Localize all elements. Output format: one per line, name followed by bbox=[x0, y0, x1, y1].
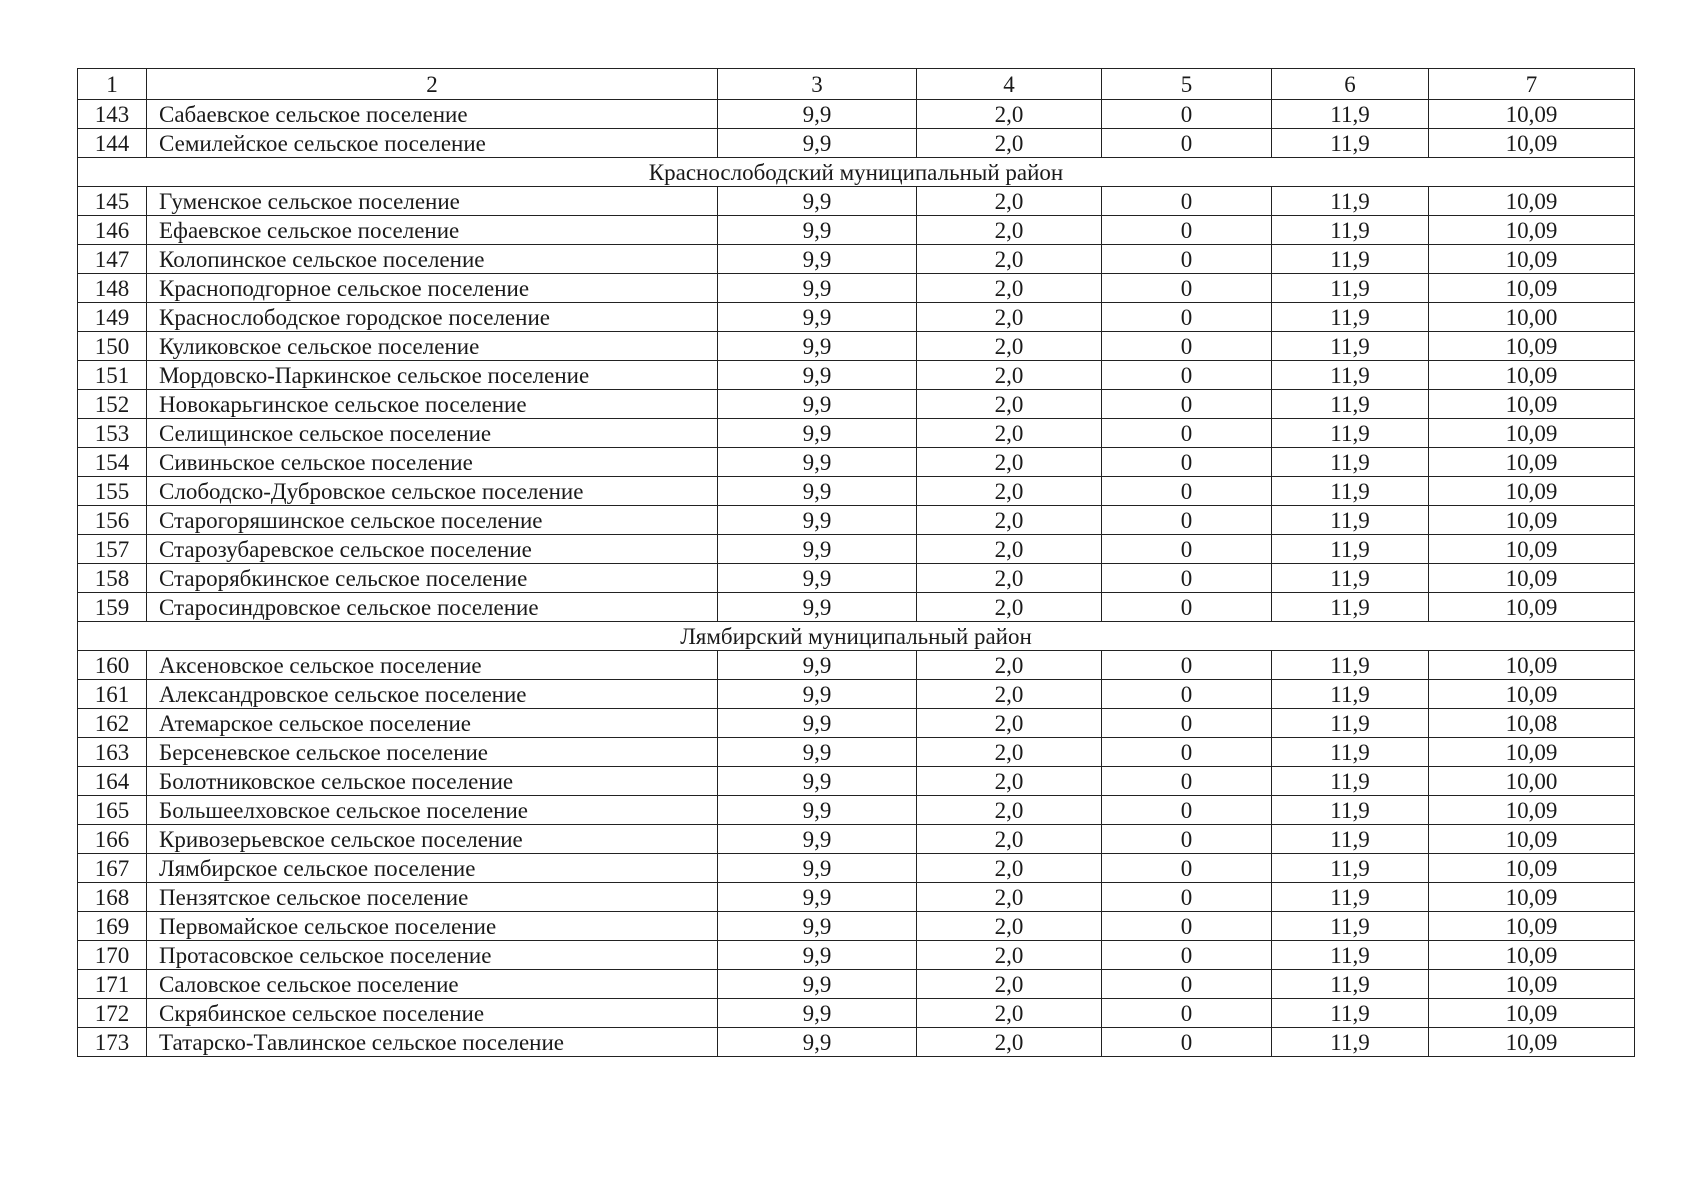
column-4-value-cell: 2,0 bbox=[917, 738, 1102, 767]
column-5-value-cell: 0 bbox=[1102, 767, 1272, 796]
column-5-value-cell: 0 bbox=[1102, 970, 1272, 999]
table-row bbox=[78, 680, 1635, 709]
column-5-value-cell: 0 bbox=[1102, 100, 1272, 129]
column-3-value-cell: 9,9 bbox=[718, 129, 917, 158]
column-4-value-cell: 2,0 bbox=[917, 593, 1102, 622]
settlement-name-cell: Старосиндровское сельское поселение bbox=[147, 593, 718, 622]
row-number-cell: 159 bbox=[78, 593, 147, 622]
column-5-value-cell: 0 bbox=[1102, 1028, 1272, 1057]
row-number-cell: 155 bbox=[78, 477, 147, 506]
table-row bbox=[78, 477, 1635, 506]
column-6-value-cell: 11,9 bbox=[1272, 419, 1429, 448]
row-number-cell: 146 bbox=[78, 216, 147, 245]
column-number-header: 1 bbox=[78, 69, 147, 100]
column-5-value-cell: 0 bbox=[1102, 448, 1272, 477]
row-number-cell: 143 bbox=[78, 100, 147, 129]
column-4-value-cell: 2,0 bbox=[917, 651, 1102, 680]
column-4-value-cell: 2,0 bbox=[917, 390, 1102, 419]
table-row bbox=[78, 767, 1635, 796]
column-3-value-cell: 9,9 bbox=[718, 593, 917, 622]
column-5-value-cell: 0 bbox=[1102, 419, 1272, 448]
column-3-value-cell: 9,9 bbox=[718, 216, 917, 245]
table-row bbox=[78, 245, 1635, 274]
column-4-value-cell: 2,0 bbox=[917, 941, 1102, 970]
column-6-value-cell: 11,9 bbox=[1272, 564, 1429, 593]
column-6-value-cell: 11,9 bbox=[1272, 593, 1429, 622]
table-row bbox=[78, 332, 1635, 361]
table-row bbox=[78, 506, 1635, 535]
column-6-value-cell: 11,9 bbox=[1272, 883, 1429, 912]
table-row bbox=[78, 709, 1635, 738]
column-4-value-cell: 2,0 bbox=[917, 506, 1102, 535]
column-6-value-cell: 11,9 bbox=[1272, 825, 1429, 854]
column-5-value-cell: 0 bbox=[1102, 129, 1272, 158]
column-6-value-cell: 11,9 bbox=[1272, 187, 1429, 216]
settlement-name-cell: Сивиньское сельское поселение bbox=[147, 448, 718, 477]
column-6-value-cell: 11,9 bbox=[1272, 1028, 1429, 1057]
column-3-value-cell: 9,9 bbox=[718, 680, 917, 709]
column-6-value-cell: 11,9 bbox=[1272, 216, 1429, 245]
column-7-value-cell: 10,09 bbox=[1429, 680, 1635, 709]
column-4-value-cell: 2,0 bbox=[917, 477, 1102, 506]
column-7-value-cell: 10,09 bbox=[1429, 970, 1635, 999]
column-4-value-cell: 2,0 bbox=[917, 216, 1102, 245]
column-7-value-cell: 10,09 bbox=[1429, 593, 1635, 622]
row-number-cell: 147 bbox=[78, 245, 147, 274]
column-number-header: 5 bbox=[1102, 69, 1272, 100]
row-number-cell: 151 bbox=[78, 361, 147, 390]
settlement-name-cell: Красноподгорное сельское поселение bbox=[147, 274, 718, 303]
settlement-name-cell: Селищинское сельское поселение bbox=[147, 419, 718, 448]
column-7-value-cell: 10,09 bbox=[1429, 651, 1635, 680]
column-6-value-cell: 11,9 bbox=[1272, 767, 1429, 796]
column-7-value-cell: 10,09 bbox=[1429, 1028, 1635, 1057]
column-3-value-cell: 9,9 bbox=[718, 506, 917, 535]
table-body bbox=[78, 69, 1635, 1057]
table-row bbox=[78, 129, 1635, 158]
table-row bbox=[78, 738, 1635, 767]
settlement-name-cell: Первомайское сельское поселение bbox=[147, 912, 718, 941]
row-number-cell: 156 bbox=[78, 506, 147, 535]
table-row bbox=[78, 796, 1635, 825]
column-7-value-cell: 10,09 bbox=[1429, 825, 1635, 854]
row-number-cell: 172 bbox=[78, 999, 147, 1028]
column-7-value-cell: 10,09 bbox=[1429, 941, 1635, 970]
column-7-value-cell: 10,09 bbox=[1429, 477, 1635, 506]
row-number-cell: 152 bbox=[78, 390, 147, 419]
column-6-value-cell: 11,9 bbox=[1272, 303, 1429, 332]
settlement-name-cell: Скрябинское сельское поселение bbox=[147, 999, 718, 1028]
column-3-value-cell: 9,9 bbox=[718, 941, 917, 970]
table-row bbox=[78, 100, 1635, 129]
row-number-cell: 168 bbox=[78, 883, 147, 912]
column-7-value-cell: 10,09 bbox=[1429, 129, 1635, 158]
row-number-cell: 173 bbox=[78, 1028, 147, 1057]
column-7-value-cell: 10,00 bbox=[1429, 767, 1635, 796]
column-3-value-cell: 9,9 bbox=[718, 999, 917, 1028]
column-7-value-cell: 10,09 bbox=[1429, 390, 1635, 419]
settlement-name-cell: Саловское сельское поселение bbox=[147, 970, 718, 999]
column-3-value-cell: 9,9 bbox=[718, 883, 917, 912]
settlement-name-cell: Старогоряшинское сельское поселение bbox=[147, 506, 718, 535]
column-5-value-cell: 0 bbox=[1102, 593, 1272, 622]
column-7-value-cell: 10,09 bbox=[1429, 999, 1635, 1028]
row-number-cell: 167 bbox=[78, 854, 147, 883]
column-7-value-cell: 10,09 bbox=[1429, 332, 1635, 361]
table-row bbox=[78, 274, 1635, 303]
settlement-name-cell: Пензятское сельское поселение bbox=[147, 883, 718, 912]
column-5-value-cell: 0 bbox=[1102, 506, 1272, 535]
column-6-value-cell: 11,9 bbox=[1272, 245, 1429, 274]
column-5-value-cell: 0 bbox=[1102, 245, 1272, 274]
column-6-value-cell: 11,9 bbox=[1272, 390, 1429, 419]
table-row bbox=[78, 999, 1635, 1028]
row-number-cell: 154 bbox=[78, 448, 147, 477]
column-3-value-cell: 9,9 bbox=[718, 564, 917, 593]
column-4-value-cell: 2,0 bbox=[917, 303, 1102, 332]
district-section-title: Краснослободский муниципальный район bbox=[78, 158, 1635, 187]
column-4-value-cell: 2,0 bbox=[917, 970, 1102, 999]
column-6-value-cell: 11,9 bbox=[1272, 854, 1429, 883]
column-4-value-cell: 2,0 bbox=[917, 999, 1102, 1028]
column-7-value-cell: 10,09 bbox=[1429, 796, 1635, 825]
column-5-value-cell: 0 bbox=[1102, 999, 1272, 1028]
column-6-value-cell: 11,9 bbox=[1272, 332, 1429, 361]
column-6-value-cell: 11,9 bbox=[1272, 100, 1429, 129]
column-6-value-cell: 11,9 bbox=[1272, 941, 1429, 970]
column-5-value-cell: 0 bbox=[1102, 216, 1272, 245]
column-5-value-cell: 0 bbox=[1102, 680, 1272, 709]
column-3-value-cell: 9,9 bbox=[718, 100, 917, 129]
table-row bbox=[78, 448, 1635, 477]
settlement-name-cell: Краснослободское городское поселение bbox=[147, 303, 718, 332]
table-row bbox=[78, 187, 1635, 216]
column-4-value-cell: 2,0 bbox=[917, 825, 1102, 854]
row-number-cell: 160 bbox=[78, 651, 147, 680]
document-sheet bbox=[77, 68, 1634, 1057]
column-4-value-cell: 2,0 bbox=[917, 535, 1102, 564]
column-3-value-cell: 9,9 bbox=[718, 825, 917, 854]
column-6-value-cell: 11,9 bbox=[1272, 448, 1429, 477]
settlement-name-cell: Берсеневское сельское поселение bbox=[147, 738, 718, 767]
settlement-name-cell: Ефаевское сельское поселение bbox=[147, 216, 718, 245]
row-number-cell: 169 bbox=[78, 912, 147, 941]
column-7-value-cell: 10,09 bbox=[1429, 854, 1635, 883]
settlement-name-cell: Сабаевское сельское поселение bbox=[147, 100, 718, 129]
row-number-cell: 153 bbox=[78, 419, 147, 448]
table-row bbox=[78, 970, 1635, 999]
column-6-value-cell: 11,9 bbox=[1272, 796, 1429, 825]
column-7-value-cell: 10,09 bbox=[1429, 216, 1635, 245]
column-5-value-cell: 0 bbox=[1102, 941, 1272, 970]
column-5-value-cell: 0 bbox=[1102, 912, 1272, 941]
column-7-value-cell: 10,09 bbox=[1429, 100, 1635, 129]
column-6-value-cell: 11,9 bbox=[1272, 680, 1429, 709]
column-6-value-cell: 11,9 bbox=[1272, 274, 1429, 303]
settlement-name-cell: Мордовско-Паркинское сельское поселение bbox=[147, 361, 718, 390]
column-4-value-cell: 2,0 bbox=[917, 361, 1102, 390]
table-row bbox=[78, 912, 1635, 941]
column-7-value-cell: 10,09 bbox=[1429, 419, 1635, 448]
table-row bbox=[78, 564, 1635, 593]
column-7-value-cell: 10,09 bbox=[1429, 361, 1635, 390]
column-7-value-cell: 10,09 bbox=[1429, 245, 1635, 274]
column-5-value-cell: 0 bbox=[1102, 709, 1272, 738]
row-number-cell: 170 bbox=[78, 941, 147, 970]
column-6-value-cell: 11,9 bbox=[1272, 912, 1429, 941]
column-7-value-cell: 10,09 bbox=[1429, 506, 1635, 535]
row-number-cell: 162 bbox=[78, 709, 147, 738]
column-3-value-cell: 9,9 bbox=[718, 274, 917, 303]
table-row bbox=[78, 419, 1635, 448]
table-row bbox=[78, 216, 1635, 245]
column-number-header: 4 bbox=[917, 69, 1102, 100]
table-row bbox=[78, 361, 1635, 390]
row-number-cell: 144 bbox=[78, 129, 147, 158]
settlement-name-cell: Кривозерьевское сельское поселение bbox=[147, 825, 718, 854]
column-4-value-cell: 2,0 bbox=[917, 767, 1102, 796]
column-3-value-cell: 9,9 bbox=[718, 651, 917, 680]
column-3-value-cell: 9,9 bbox=[718, 738, 917, 767]
column-4-value-cell: 2,0 bbox=[917, 796, 1102, 825]
column-4-value-cell: 2,0 bbox=[917, 419, 1102, 448]
table-row bbox=[78, 854, 1635, 883]
table-row bbox=[78, 941, 1635, 970]
column-4-value-cell: 2,0 bbox=[917, 187, 1102, 216]
column-5-value-cell: 0 bbox=[1102, 361, 1272, 390]
table-row bbox=[78, 883, 1635, 912]
table-row bbox=[78, 303, 1635, 332]
column-7-value-cell: 10,09 bbox=[1429, 564, 1635, 593]
column-4-value-cell: 2,0 bbox=[917, 680, 1102, 709]
column-number-header-row bbox=[78, 69, 1635, 100]
column-4-value-cell: 2,0 bbox=[917, 274, 1102, 303]
column-7-value-cell: 10,00 bbox=[1429, 303, 1635, 332]
table-row bbox=[78, 1028, 1635, 1057]
column-7-value-cell: 10,09 bbox=[1429, 274, 1635, 303]
row-number-cell: 166 bbox=[78, 825, 147, 854]
row-number-cell: 157 bbox=[78, 535, 147, 564]
column-5-value-cell: 0 bbox=[1102, 796, 1272, 825]
column-number-header: 6 bbox=[1272, 69, 1429, 100]
column-7-value-cell: 10,09 bbox=[1429, 883, 1635, 912]
column-7-value-cell: 10,09 bbox=[1429, 535, 1635, 564]
column-4-value-cell: 2,0 bbox=[917, 709, 1102, 738]
column-6-value-cell: 11,9 bbox=[1272, 361, 1429, 390]
table-row bbox=[78, 390, 1635, 419]
column-5-value-cell: 0 bbox=[1102, 187, 1272, 216]
column-3-value-cell: 9,9 bbox=[718, 332, 917, 361]
column-7-value-cell: 10,09 bbox=[1429, 448, 1635, 477]
row-number-cell: 149 bbox=[78, 303, 147, 332]
column-6-value-cell: 11,9 bbox=[1272, 651, 1429, 680]
column-4-value-cell: 2,0 bbox=[917, 883, 1102, 912]
column-6-value-cell: 11,9 bbox=[1272, 999, 1429, 1028]
settlement-name-cell: Протасовское сельское поселение bbox=[147, 941, 718, 970]
column-6-value-cell: 11,9 bbox=[1272, 506, 1429, 535]
column-7-value-cell: 10,09 bbox=[1429, 187, 1635, 216]
table-row bbox=[78, 825, 1635, 854]
column-6-value-cell: 11,9 bbox=[1272, 709, 1429, 738]
column-3-value-cell: 9,9 bbox=[718, 767, 917, 796]
column-5-value-cell: 0 bbox=[1102, 738, 1272, 767]
settlement-name-cell: Гуменское сельское поселение bbox=[147, 187, 718, 216]
column-5-value-cell: 0 bbox=[1102, 535, 1272, 564]
column-3-value-cell: 9,9 bbox=[718, 303, 917, 332]
column-5-value-cell: 0 bbox=[1102, 883, 1272, 912]
column-5-value-cell: 0 bbox=[1102, 274, 1272, 303]
column-5-value-cell: 0 bbox=[1102, 332, 1272, 361]
settlement-name-cell: Семилейское сельское поселение bbox=[147, 129, 718, 158]
settlement-name-cell: Колопинское сельское поселение bbox=[147, 245, 718, 274]
column-number-header: 3 bbox=[718, 69, 917, 100]
column-3-value-cell: 9,9 bbox=[718, 854, 917, 883]
column-3-value-cell: 9,9 bbox=[718, 970, 917, 999]
column-5-value-cell: 0 bbox=[1102, 564, 1272, 593]
district-section-row bbox=[78, 622, 1635, 651]
row-number-cell: 145 bbox=[78, 187, 147, 216]
column-3-value-cell: 9,9 bbox=[718, 796, 917, 825]
column-4-value-cell: 2,0 bbox=[917, 129, 1102, 158]
column-3-value-cell: 9,9 bbox=[718, 419, 917, 448]
column-4-value-cell: 2,0 bbox=[917, 564, 1102, 593]
settlement-name-cell: Болотниковское сельское поселение bbox=[147, 767, 718, 796]
row-number-cell: 163 bbox=[78, 738, 147, 767]
settlement-name-cell: Александровское сельское поселение bbox=[147, 680, 718, 709]
column-5-value-cell: 0 bbox=[1102, 825, 1272, 854]
column-4-value-cell: 2,0 bbox=[917, 912, 1102, 941]
row-number-cell: 148 bbox=[78, 274, 147, 303]
column-3-value-cell: 9,9 bbox=[718, 912, 917, 941]
district-section-row bbox=[78, 158, 1635, 187]
settlement-name-cell: Татарско-Тавлинское сельское поселение bbox=[147, 1028, 718, 1057]
column-7-value-cell: 10,09 bbox=[1429, 912, 1635, 941]
column-4-value-cell: 2,0 bbox=[917, 100, 1102, 129]
data-table bbox=[77, 68, 1635, 1057]
column-3-value-cell: 9,9 bbox=[718, 477, 917, 506]
column-7-value-cell: 10,09 bbox=[1429, 738, 1635, 767]
column-7-value-cell: 10,08 bbox=[1429, 709, 1635, 738]
column-3-value-cell: 9,9 bbox=[718, 448, 917, 477]
column-3-value-cell: 9,9 bbox=[718, 390, 917, 419]
column-4-value-cell: 2,0 bbox=[917, 332, 1102, 361]
column-6-value-cell: 11,9 bbox=[1272, 738, 1429, 767]
column-4-value-cell: 2,0 bbox=[917, 448, 1102, 477]
column-4-value-cell: 2,0 bbox=[917, 245, 1102, 274]
column-6-value-cell: 11,9 bbox=[1272, 129, 1429, 158]
column-4-value-cell: 2,0 bbox=[917, 1028, 1102, 1057]
column-number-header: 7 bbox=[1429, 69, 1635, 100]
column-3-value-cell: 9,9 bbox=[718, 187, 917, 216]
column-6-value-cell: 11,9 bbox=[1272, 477, 1429, 506]
table-row bbox=[78, 535, 1635, 564]
column-3-value-cell: 9,9 bbox=[718, 361, 917, 390]
column-6-value-cell: 11,9 bbox=[1272, 970, 1429, 999]
settlement-name-cell: Лямбирское сельское поселение bbox=[147, 854, 718, 883]
column-number-header: 2 bbox=[147, 69, 718, 100]
column-5-value-cell: 0 bbox=[1102, 477, 1272, 506]
row-number-cell: 150 bbox=[78, 332, 147, 361]
column-3-value-cell: 9,9 bbox=[718, 535, 917, 564]
column-3-value-cell: 9,9 bbox=[718, 1028, 917, 1057]
column-6-value-cell: 11,9 bbox=[1272, 535, 1429, 564]
row-number-cell: 171 bbox=[78, 970, 147, 999]
column-5-value-cell: 0 bbox=[1102, 390, 1272, 419]
column-3-value-cell: 9,9 bbox=[718, 245, 917, 274]
settlement-name-cell: Атемарское сельское поселение bbox=[147, 709, 718, 738]
column-5-value-cell: 0 bbox=[1102, 303, 1272, 332]
row-number-cell: 161 bbox=[78, 680, 147, 709]
settlement-name-cell: Большеелховское сельское поселение bbox=[147, 796, 718, 825]
row-number-cell: 165 bbox=[78, 796, 147, 825]
column-5-value-cell: 0 bbox=[1102, 854, 1272, 883]
settlement-name-cell: Новокарьгинское сельское поселение bbox=[147, 390, 718, 419]
row-number-cell: 164 bbox=[78, 767, 147, 796]
settlement-name-cell: Старозубаревское сельское поселение bbox=[147, 535, 718, 564]
settlement-name-cell: Слободско-Дубровское сельское поселение bbox=[147, 477, 718, 506]
column-5-value-cell: 0 bbox=[1102, 651, 1272, 680]
row-number-cell: 158 bbox=[78, 564, 147, 593]
column-4-value-cell: 2,0 bbox=[917, 854, 1102, 883]
table-row bbox=[78, 593, 1635, 622]
column-3-value-cell: 9,9 bbox=[718, 709, 917, 738]
settlement-name-cell: Аксеновское сельское поселение bbox=[147, 651, 718, 680]
settlement-name-cell: Куликовское сельское поселение bbox=[147, 332, 718, 361]
settlement-name-cell: Старорябкинское сельское поселение bbox=[147, 564, 718, 593]
district-section-title: Лямбирский муниципальный район bbox=[78, 622, 1635, 651]
table-row bbox=[78, 651, 1635, 680]
